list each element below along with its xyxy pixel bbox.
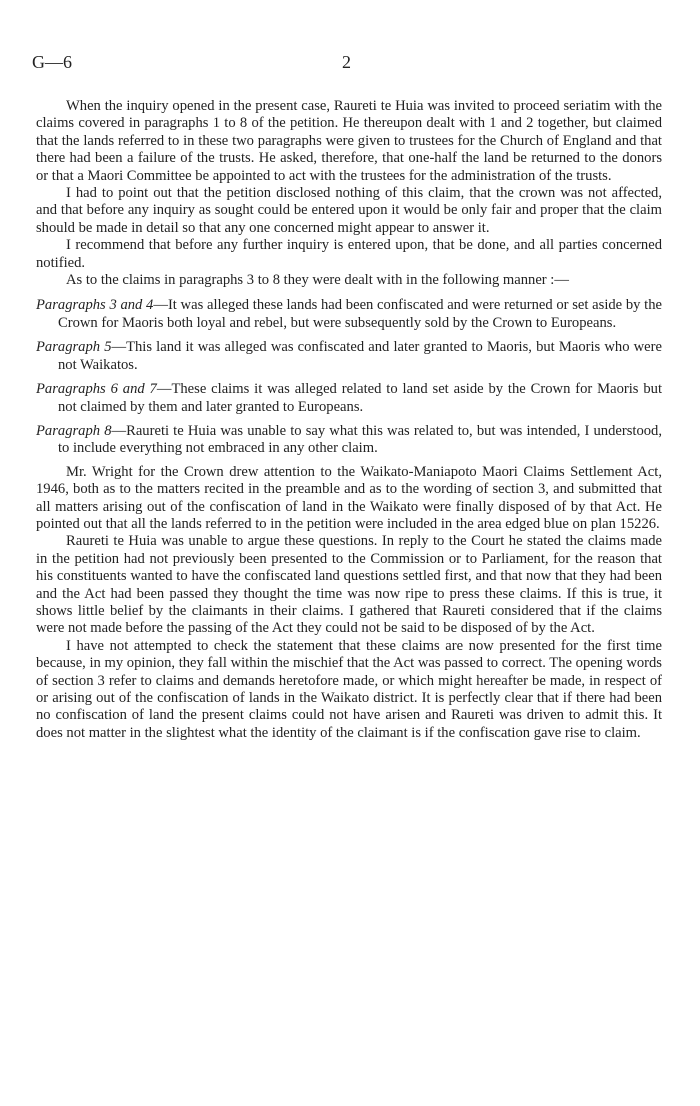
paragraph-opening: When the inquiry opened in the present case, Raureti te Huia was invited to proceed seriatim with the claims covered in paragraphs 1 to 8 of the petition. He thereupon dealt with 1 and 2 together, but claimed that the lands referred to in these two paragraphs were given to trustees for the Church of England and that there had been a failure of the trusts. He asked, therefore, that one-half the land be returned to the donors or that a Maori Committee be appointed to act with the trustees for the administration of the trusts.	[36, 98, 662, 184]
paragraph-conclusion: I have not attempted to check the statement that these claims are now presented for the first time because, in my opinion, they fall within the mischief that the Act was passed to correct. The opening words of section 3 refer to claims and demands heretofore made, or which might hereafter be made, in respect of or arising out of the confiscation of lands in the Waikato district. It is perfectly clear that if there had been no confiscation of land the present claims could not have arisen and Raureti was driven to admit this. It does not matter in the slightest what the identity of the claimant is if the confiscation gave rise to claim.	[36, 637, 662, 741]
paragraph-crown-submission: Mr. Wright for the Crown drew attention to the Waikato-Maniapoto Maori Claims Settlement Act, 1946, both as to the matters recited in the preamble and as to the wording of section 3, and submitted that all matters arising out of the confiscation of land in the Waikato were finally disposed of by that Act. He pointed out that all the lands referred to in the petition were included in the area edged blue on plan 15226.	[36, 463, 662, 532]
claim-item	[36, 339, 662, 374]
claim-label: Paragraph 8	[36, 422, 112, 439]
claim-item	[36, 381, 662, 416]
paragraph-claimant-reply: Raureti te Huia was unable to argue these questions. In reply to the Court he stated the claims made in the petition had not previously been presented to the Commission or to Parliament, for the reason that his constituents wanted to have the confiscated land questions settled first, and that now that they had been and the Act had been passed they thought the time was now ripe to press these claims. If this is true, it shows little belief by the claimants in their claims. I gathered that Raureti considered that if the claims were not made before the passing of the Act they could not be said to be disposed of by the Act.	[36, 533, 662, 637]
claim-text: —These claims it was alleged related to land set aside by the Crown for Maoris but not claimed by them and later granted to Europeans.	[58, 381, 663, 415]
claim-label: Paragraph 5	[36, 339, 112, 356]
claim-text: —This land it was alleged was confiscated and later granted to Maoris, but Maoris who were not Waikatos.	[58, 339, 662, 373]
claim-item	[36, 423, 662, 458]
document-body	[36, 98, 662, 742]
page-header	[32, 52, 666, 76]
paragraph-claims-intro: As to the claims in paragraphs 3 to 8 they were dealt with in the following manner :—	[66, 272, 569, 289]
paragraph-recommendation: I recommend that before any further inquiry is entered upon, that be done, and all parties concerned notified.	[36, 237, 662, 271]
paragraph-petition-disclosure: I had to point out that the petition disclosed nothing of this claim, that the crown was not affected, and that before any inquiry as sought could be entered upon it would be only fair and proper that the claim should be made in detail so that any one concerned might appear to answer it.	[36, 185, 662, 236]
claim-label: Paragraphs 3 and 4	[36, 297, 154, 314]
claim-item	[36, 297, 662, 332]
series-code: G—6	[32, 52, 72, 72]
claim-text: —It was alleged these lands had been confiscated and were returned or set aside by the Crown for Maoris both loyal and rebel, but were subsequently sold by the Crown to Europeans.	[58, 297, 662, 331]
page-number: 2	[342, 52, 351, 72]
claim-text: —Raureti te Huia was unable to say what this was related to, but was intended, I understood, to include everything not embraced in any other claim.	[58, 422, 663, 457]
claim-label: Paragraphs 6 and 7	[36, 381, 157, 398]
